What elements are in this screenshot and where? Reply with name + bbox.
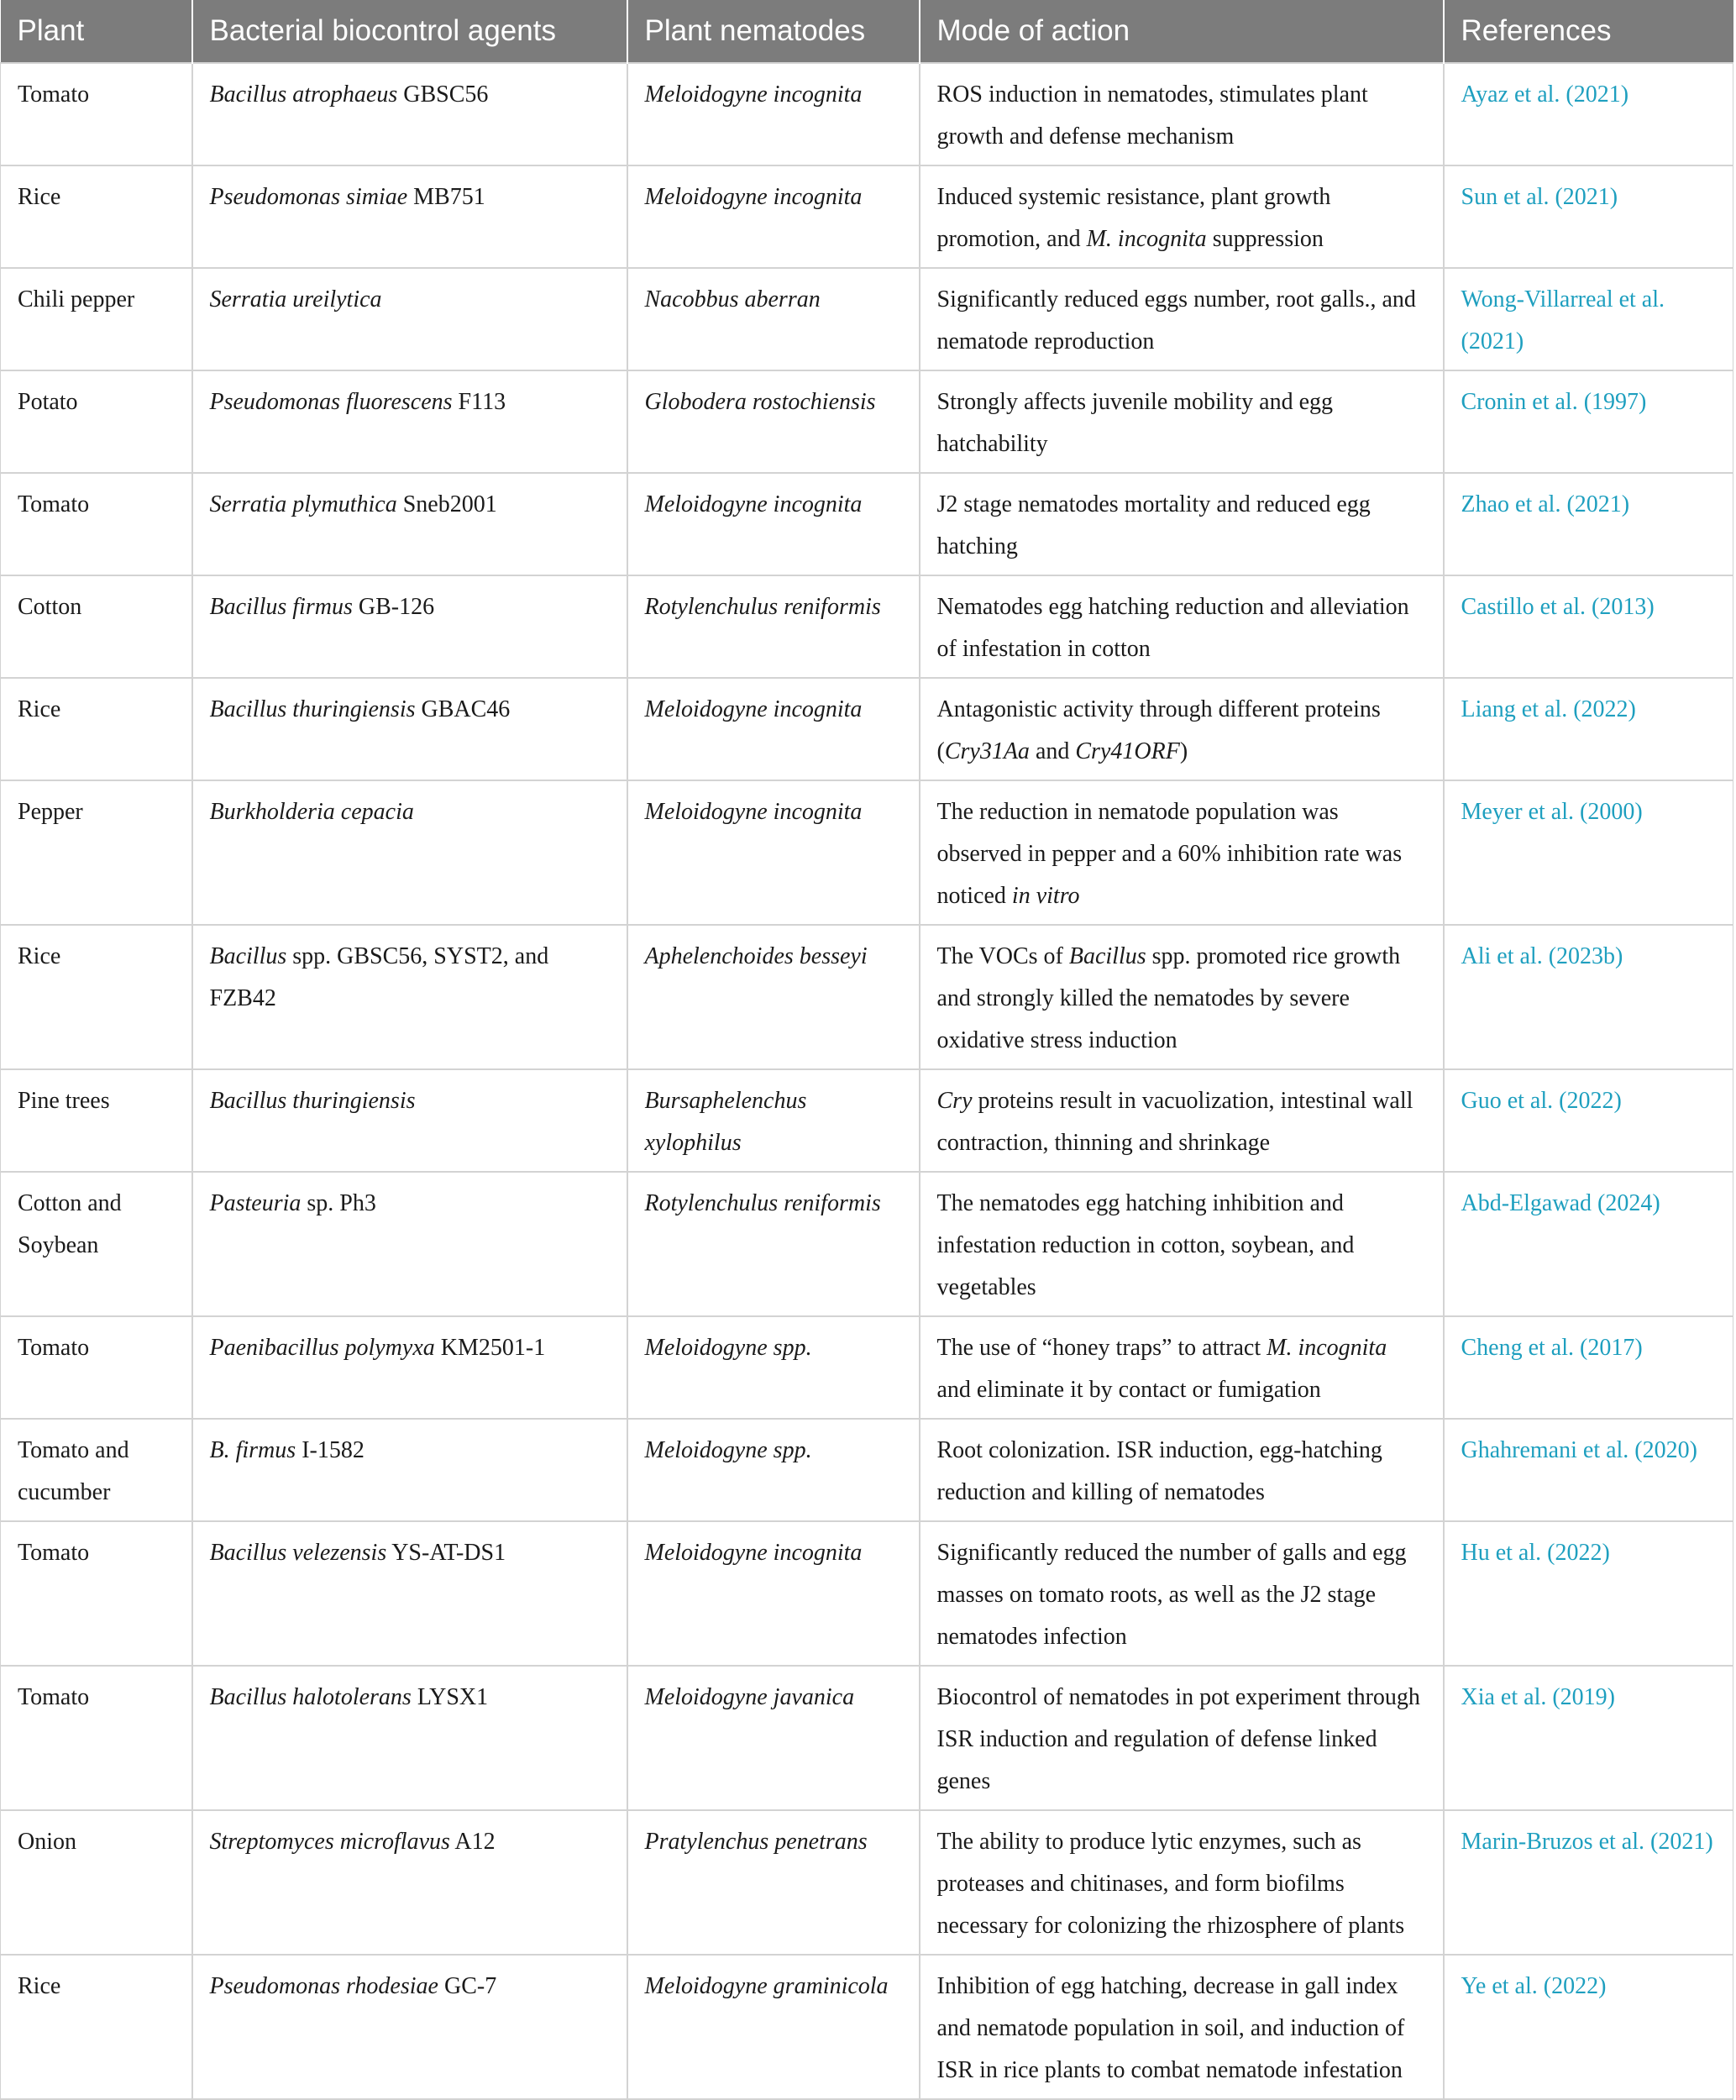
mode-text-segment: M. incognita — [1267, 1335, 1387, 1361]
cell-nematode: Meloidogyne spp. — [627, 1419, 920, 1521]
agent-text-segment: Bacillus firmus — [209, 594, 353, 620]
cell-mode-of-action — [920, 268, 1444, 370]
cell-bacterial-agent — [192, 63, 627, 165]
cell-mode-of-action — [920, 1069, 1444, 1172]
cell-bacterial-agent — [192, 473, 627, 575]
reference-link[interactable]: Wong-Villarreal et al. (2021) — [1444, 268, 1733, 370]
table-row — [1, 1810, 1733, 1955]
agent-text-segment: Serratia plymuthica — [209, 491, 397, 517]
table-row — [1, 678, 1733, 780]
agent-text-segment: GBAC46 — [415, 696, 511, 722]
cell-bacterial-agent — [192, 165, 627, 268]
reference-link[interactable]: Abd-Elgawad (2024) — [1444, 1172, 1733, 1316]
cell-mode-of-action — [920, 165, 1444, 268]
table-row — [1, 1666, 1733, 1810]
table-row — [1, 1419, 1733, 1521]
cell-nematode: Meloidogyne incognita — [627, 63, 920, 165]
mode-text-segment: Induced systemic resistance, plant growth promotion, and — [936, 184, 1331, 252]
cell-bacterial-agent — [192, 1810, 627, 1955]
mode-text-segment: and — [1029, 738, 1076, 764]
agent-text-segment: Bacillus — [209, 943, 287, 969]
table-row — [1, 1069, 1733, 1172]
table-row — [1, 1172, 1733, 1316]
cell-plant: Onion — [1, 1810, 192, 1955]
cell-bacterial-agent — [192, 678, 627, 780]
agent-text-segment: Pseudomonas fluorescens — [209, 389, 453, 415]
cell-mode-of-action — [920, 473, 1444, 575]
reference-link[interactable]: Hu et al. (2022) — [1444, 1521, 1733, 1666]
table-body — [1, 63, 1733, 2099]
cell-plant: Tomato — [1, 1316, 192, 1419]
cell-nematode: Rotylenchulus reniformis — [627, 1172, 920, 1316]
agent-text-segment: sp. Ph3 — [301, 1190, 376, 1216]
table-row — [1, 63, 1733, 165]
reference-link[interactable]: Meyer et al. (2000) — [1444, 780, 1733, 925]
mode-text-segment: ROS induction in nematodes, stimulates plant growth and defense mechanism — [936, 81, 1368, 150]
cell-nematode: Pratylenchus penetrans — [627, 1810, 920, 1955]
cell-nematode: Bursaphelenchus xylophilus — [627, 1069, 920, 1172]
cell-bacterial-agent — [192, 1521, 627, 1666]
cell-nematode: Meloidogyne incognita — [627, 780, 920, 925]
agent-text-segment: spp. GBSC56, SYST2, and FZB42 — [209, 943, 549, 1011]
cell-nematode: Meloidogyne incognita — [627, 165, 920, 268]
cell-plant: Tomato and cucumber — [1, 1419, 192, 1521]
table-row — [1, 1316, 1733, 1419]
cell-mode-of-action — [920, 1521, 1444, 1666]
reference-link[interactable]: Zhao et al. (2021) — [1444, 473, 1733, 575]
reference-link[interactable]: Marin-Bruzos et al. (2021) — [1444, 1810, 1733, 1955]
cell-nematode: Meloidogyne incognita — [627, 473, 920, 575]
agent-text-segment: Bacillus thuringiensis — [209, 1088, 416, 1114]
header-references: References — [1444, 0, 1733, 63]
agent-text-segment: Bacillus thuringiensis — [209, 696, 416, 722]
agent-text-segment: B. firmus — [209, 1437, 296, 1463]
agent-text-segment: F113 — [452, 389, 506, 415]
cell-mode-of-action — [920, 1810, 1444, 1955]
mode-text-segment: Significantly reduced eggs number, root galls., and nematode reproduction — [936, 286, 1416, 354]
table-row — [1, 1521, 1733, 1666]
agent-text-segment: Burkholderia cepacia — [209, 799, 414, 825]
cell-bacterial-agent — [192, 1666, 627, 1810]
mode-text-segment: Significantly reduced the number of galls and egg masses on tomato roots, as well as the J2 stage nematodes infection — [936, 1540, 1407, 1650]
mode-text-segment: Cry — [936, 1088, 973, 1114]
mode-text-segment: J2 stage nematodes mortality and reduced egg hatching — [936, 491, 1371, 559]
mode-text-segment: Inhibition of egg hatching, decrease in gall index and nematode population in soil, and induction of ISR in rice plants to combat nematode infestation — [936, 1973, 1405, 2083]
mode-text-segment: The ability to produce lytic enzymes, such as proteases and chitinases, and form biofilms necessary for colonizing the rhizosphere of plants — [936, 1829, 1405, 1939]
cell-plant: Cotton — [1, 575, 192, 678]
mode-text-segment: The reduction in nematode population was observed in pepper and a 60% inhibition rate was noticed — [936, 799, 1403, 909]
mode-text-segment: Cry31Aa — [944, 738, 1030, 764]
reference-link[interactable]: Sun et al. (2021) — [1444, 165, 1733, 268]
cell-plant: Pine trees — [1, 1069, 192, 1172]
table-row — [1, 575, 1733, 678]
mode-text-segment: and eliminate it by contact or fumigation — [936, 1377, 1321, 1403]
agent-text-segment: LYSX1 — [411, 1684, 489, 1710]
agent-text-segment: Sneb2001 — [396, 491, 497, 517]
agent-text-segment: Paenibacillus polymyxa — [209, 1335, 435, 1361]
reference-link[interactable]: Cheng et al. (2017) — [1444, 1316, 1733, 1419]
mode-text-segment: The VOCs of — [936, 943, 1069, 969]
cell-plant: Tomato — [1, 63, 192, 165]
cell-nematode: Meloidogyne incognita — [627, 678, 920, 780]
agent-text-segment: KM2501-1 — [434, 1335, 546, 1361]
agent-text-segment: Pseudomonas rhodesiae — [209, 1973, 438, 1999]
table-row — [1, 370, 1733, 473]
cell-plant: Tomato — [1, 1521, 192, 1666]
cell-plant: Pepper — [1, 780, 192, 925]
cell-bacterial-agent — [192, 1069, 627, 1172]
header-plant: Plant — [1, 0, 192, 63]
cell-nematode: Meloidogyne javanica — [627, 1666, 920, 1810]
mode-text-segment: Nematodes egg hatching reduction and alleviation of infestation in cotton — [936, 594, 1409, 662]
cell-bacterial-agent — [192, 780, 627, 925]
table-row — [1, 780, 1733, 925]
mode-text-segment: spp. promoted rice growth and strongly killed the nematodes by severe oxidative stress induction — [936, 943, 1401, 1053]
table-row — [1, 268, 1733, 370]
cell-plant: Chili pepper — [1, 268, 192, 370]
mode-text-segment: ) — [1179, 738, 1188, 764]
cell-plant: Rice — [1, 1955, 192, 2099]
cell-mode-of-action — [920, 575, 1444, 678]
cell-plant: Tomato — [1, 473, 192, 575]
reference-link[interactable]: Ye et al. (2022) — [1444, 1955, 1733, 2099]
agent-text-segment: Serratia ureilytica — [209, 286, 382, 312]
agent-text-segment: YS-AT-DS1 — [386, 1540, 506, 1566]
reference-link[interactable]: Ayaz et al. (2021) — [1444, 63, 1733, 165]
reference-link[interactable]: Ali et al. (2023b) — [1444, 925, 1733, 1069]
cell-nematode: Meloidogyne incognita — [627, 1521, 920, 1666]
mode-text-segment: Antagonistic activity through different proteins ( — [936, 696, 1381, 764]
reference-link[interactable]: Ghahremani et al. (2020) — [1444, 1419, 1733, 1521]
cell-mode-of-action — [920, 925, 1444, 1069]
cell-mode-of-action — [920, 1316, 1444, 1419]
cell-nematode: Aphelenchoides besseyi — [627, 925, 920, 1069]
table-row — [1, 473, 1733, 575]
cell-mode-of-action — [920, 370, 1444, 473]
reference-link[interactable]: Castillo et al. (2013) — [1444, 575, 1733, 678]
cell-bacterial-agent — [192, 925, 627, 1069]
table-row — [1, 1955, 1733, 2099]
cell-plant: Rice — [1, 165, 192, 268]
cell-mode-of-action — [920, 63, 1444, 165]
cell-nematode: Globodera rostochiensis — [627, 370, 920, 473]
cell-bacterial-agent — [192, 1955, 627, 2099]
mode-text-segment: The nematodes egg hatching inhibition and infestation reduction in cotton, soybean, and vegetables — [936, 1190, 1355, 1300]
cell-nematode: Nacobbus aberran — [627, 268, 920, 370]
mode-text-segment: Root colonization. ISR induction, egg-hatching reduction and killing of nematodes — [936, 1437, 1382, 1505]
cell-nematode: Rotylenchulus reniformis — [627, 575, 920, 678]
agent-text-segment: I-1582 — [296, 1437, 365, 1463]
table-row — [1, 165, 1733, 268]
header-mode-of-action: Mode of action — [920, 0, 1444, 63]
cell-plant: Potato — [1, 370, 192, 473]
mode-text-segment: Cry41ORF — [1075, 738, 1180, 764]
cell-mode-of-action — [920, 780, 1444, 925]
mode-text-segment: in vitro — [1011, 883, 1080, 909]
mode-text-segment: The use of “honey traps” to attract — [936, 1335, 1267, 1361]
mode-text-segment: Strongly affects juvenile mobility and egg hatchability — [936, 389, 1334, 457]
agent-text-segment: A12 — [449, 1829, 496, 1855]
agent-text-segment: MB751 — [407, 184, 485, 210]
cell-bacterial-agent — [192, 1316, 627, 1419]
agent-text-segment: Streptomyces microflavus — [209, 1829, 450, 1855]
header-plant-nematodes: Plant nematodes — [627, 0, 920, 63]
reference-link[interactable]: Liang et al. (2022) — [1444, 678, 1733, 780]
table-row — [1, 925, 1733, 1069]
cell-mode-of-action — [920, 1172, 1444, 1316]
agent-text-segment: Bacillus atrophaeus — [209, 81, 398, 108]
cell-mode-of-action — [920, 1666, 1444, 1810]
cell-nematode: Meloidogyne spp. — [627, 1316, 920, 1419]
cell-plant: Tomato — [1, 1666, 192, 1810]
agent-text-segment: Pasteuria — [209, 1190, 302, 1216]
cell-bacterial-agent — [192, 1172, 627, 1316]
cell-nematode: Meloidogyne graminicola — [627, 1955, 920, 2099]
agent-text-segment: GBSC56 — [397, 81, 489, 108]
mode-text-segment: M. incognita — [1086, 226, 1207, 252]
reference-link[interactable]: Cronin et al. (1997) — [1444, 370, 1733, 473]
cell-plant: Rice — [1, 678, 192, 780]
agent-text-segment: Pseudomonas simiae — [209, 184, 408, 210]
mode-text-segment: proteins result in vacuolization, intestinal wall contraction, thinning and shrinkage — [936, 1088, 1413, 1156]
table-header-row — [1, 0, 1733, 63]
mode-text-segment: Bacillus — [1068, 943, 1146, 969]
cell-mode-of-action — [920, 1419, 1444, 1521]
cell-bacterial-agent — [192, 268, 627, 370]
agent-text-segment: Bacillus velezensis — [209, 1540, 387, 1566]
cell-plant: Rice — [1, 925, 192, 1069]
agent-text-segment: Bacillus halotolerans — [209, 1684, 412, 1710]
cell-bacterial-agent — [192, 575, 627, 678]
reference-link[interactable]: Xia et al. (2019) — [1444, 1666, 1733, 1810]
mode-text-segment: suppression — [1206, 226, 1324, 252]
agent-text-segment: GC-7 — [438, 1973, 497, 1999]
cell-plant: Cotton and Soybean — [1, 1172, 192, 1316]
header-bacterial-agents: Bacterial biocontrol agents — [192, 0, 627, 63]
cell-mode-of-action — [920, 1955, 1444, 2099]
mode-text-segment: Biocontrol of nematodes in pot experiment through ISR induction and regulation of defense linked genes — [936, 1684, 1420, 1794]
cell-bacterial-agent — [192, 1419, 627, 1521]
reference-link[interactable]: Guo et al. (2022) — [1444, 1069, 1733, 1172]
cell-mode-of-action — [920, 678, 1444, 780]
agent-text-segment: GB-126 — [352, 594, 435, 620]
cell-bacterial-agent — [192, 370, 627, 473]
